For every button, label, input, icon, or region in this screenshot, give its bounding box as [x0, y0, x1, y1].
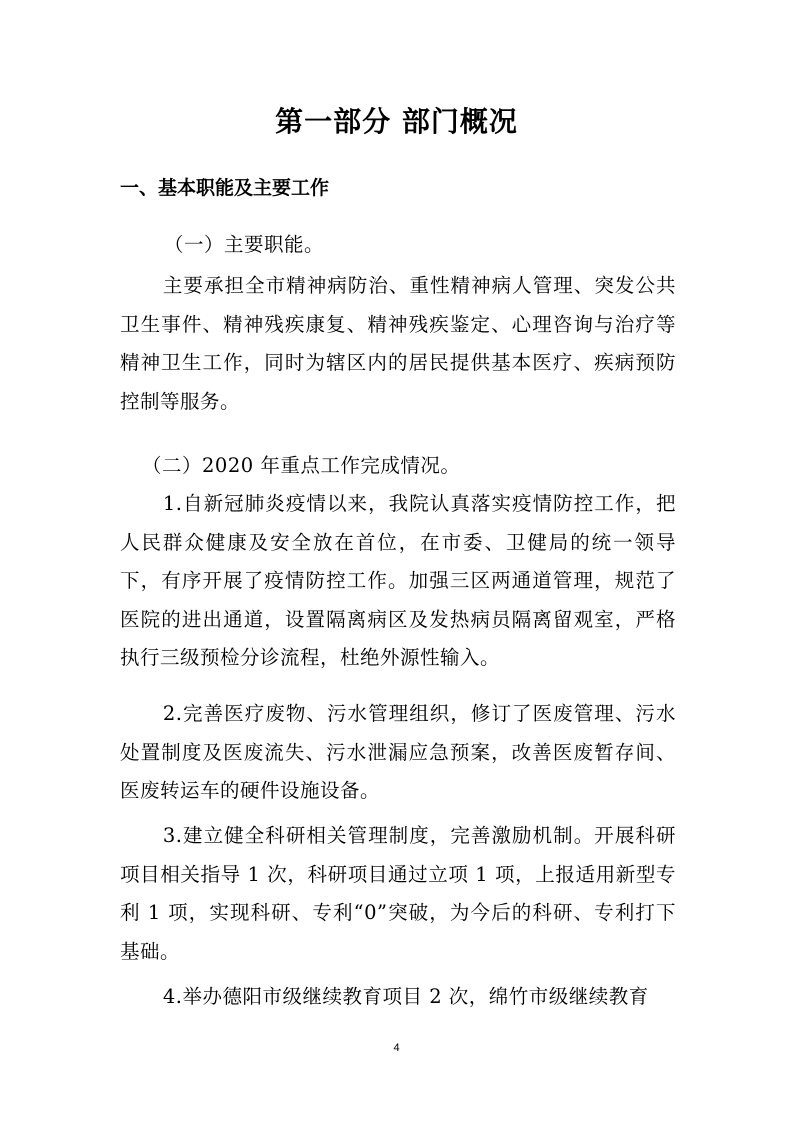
section-heading: 一、基本职能及主要工作: [120, 177, 330, 199]
list-item-4: 4.举办德阳市级继续教育项目 2 次，绵竹市级继续教育: [162, 985, 649, 1008]
page-number: 4: [393, 1042, 400, 1054]
list-item-2: 2.完善医疗废物、污水管理组织，修订了医废管理、污水处置制度及医废流失、污水泄漏应急预案，改善医废暂存间、医废转运车的硬件设施设备。: [120, 702, 676, 802]
subsection-heading-1: （一）主要职能。: [164, 233, 325, 256]
page-title: 第一部分 部门概况: [275, 105, 518, 138]
subsection-heading-2: （二）2020 年重点工作完成情况。: [142, 454, 461, 477]
paragraph-main-duties: 主要承担全市精神病防治、重性精神病人管理、突发公共卫生事件、精神残疾康复、精神残疾鉴定、心理咨询与治疗等精神卫生工作，同时为辖区内的居民提供基本医疗、疾病预防控制等服务。: [120, 274, 676, 413]
list-item-3: 3.建立健全科研相关管理制度，完善激励机制。开展科研项目相关指导 1 次，科研项目通过立项 1 项，上报适用新型专利 1 项，实现科研、专利“0”突破，为今后的科研、专利打下基础。: [120, 824, 676, 963]
list-item-1: 1.自新冠肺炎疫情以来，我院认真落实疫情防控工作，把人民群众健康及安全放在首位，在市委、卫健局的统一领导下，有序开展了疫情防控工作。加强三区两通道管理，规范了医院的进出通道，设置隔离病区及发热病员隔离留观室，严格执行三级预检分诊流程，杜绝外源性输入。: [120, 492, 676, 669]
